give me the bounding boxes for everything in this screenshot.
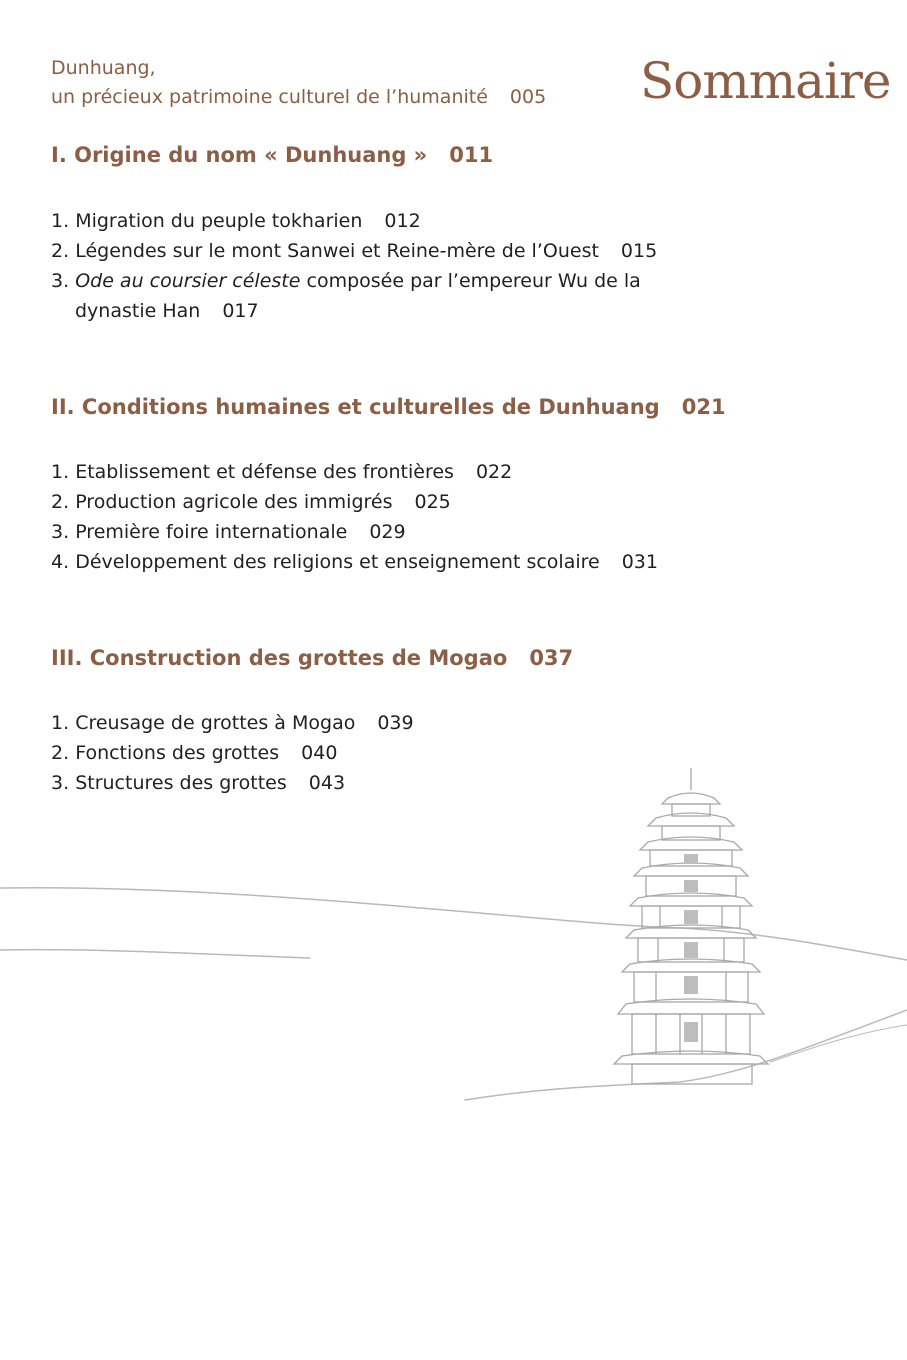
item-text: Première foire internationale bbox=[75, 521, 348, 543]
section-heading-2[interactable] bbox=[51, 395, 726, 419]
section-heading-3[interactable] bbox=[51, 646, 573, 670]
item-text: Migration du peuple tokharien bbox=[75, 210, 363, 232]
page-title: Sommaire bbox=[640, 52, 891, 110]
list-item[interactable] bbox=[51, 236, 657, 266]
item-page: 043 bbox=[308, 772, 346, 794]
item-number: 2. bbox=[51, 491, 70, 513]
item-number: 1. bbox=[51, 712, 70, 734]
item-page: 031 bbox=[621, 551, 658, 573]
item-text: Production agricole des immigrés bbox=[75, 491, 393, 513]
item-number: 1. bbox=[51, 210, 70, 232]
item-text: dynastie Han bbox=[75, 300, 201, 322]
section-page: 037 bbox=[529, 646, 574, 670]
item-page: 040 bbox=[301, 742, 338, 764]
section-heading-text: III. Construction des grottes de Mogao bbox=[51, 646, 508, 670]
list-item[interactable] bbox=[51, 457, 658, 487]
section-1-list bbox=[51, 206, 657, 326]
item-number: 4. bbox=[51, 551, 70, 573]
item-text: Creusage de grottes à Mogao bbox=[75, 712, 356, 734]
item-page: 017 bbox=[222, 300, 259, 322]
item-text: composée par l’empereur Wu de la bbox=[300, 270, 641, 292]
section-heading-text: I. Origine du nom « Dunhuang » bbox=[51, 143, 428, 167]
item-text: Etablissement et défense des frontières bbox=[75, 461, 454, 483]
section-2-list bbox=[51, 457, 658, 577]
item-number: 3. bbox=[51, 772, 70, 794]
item-page: 029 bbox=[369, 521, 406, 543]
section-page: 011 bbox=[449, 143, 494, 167]
section-page: 021 bbox=[681, 395, 726, 419]
item-number: 3. bbox=[51, 270, 70, 292]
intro-line-1: Dunhuang, bbox=[51, 57, 156, 79]
section-heading-1[interactable] bbox=[51, 143, 493, 167]
item-number: 3. bbox=[51, 521, 70, 543]
list-item[interactable] bbox=[51, 206, 657, 236]
list-item[interactable] bbox=[51, 266, 657, 296]
pagoda-landscape-illustration bbox=[0, 760, 907, 1120]
item-text: Développement des religions et enseignement scolaire bbox=[75, 551, 600, 573]
list-item[interactable] bbox=[51, 517, 658, 547]
item-text: Structures des grottes bbox=[75, 772, 287, 794]
item-number: 1. bbox=[51, 461, 70, 483]
item-page: 039 bbox=[377, 712, 414, 734]
list-item[interactable] bbox=[51, 487, 658, 517]
intro-line-2: un précieux patrimoine culturel de l’humanité bbox=[51, 86, 488, 108]
item-text: Légendes sur le mont Sanwei et Reine-mère de l’Ouest bbox=[75, 240, 599, 262]
list-item[interactable] bbox=[51, 708, 414, 738]
item-text-italic: Ode au coursier céleste bbox=[75, 270, 301, 292]
item-page: 012 bbox=[384, 210, 421, 232]
list-item[interactable] bbox=[51, 547, 658, 577]
item-number: 2. bbox=[51, 742, 70, 764]
item-page: 025 bbox=[414, 491, 451, 513]
intro-page: 005 bbox=[509, 86, 547, 108]
item-number: 2. bbox=[51, 240, 70, 262]
intro-entry[interactable] bbox=[51, 54, 546, 112]
section-heading-text: II. Conditions humaines et culturelles de Dunhuang bbox=[51, 395, 660, 419]
item-text: Fonctions des grottes bbox=[75, 742, 280, 764]
item-page: 015 bbox=[620, 240, 658, 262]
list-item-continuation[interactable] bbox=[51, 296, 657, 326]
item-page: 022 bbox=[475, 461, 513, 483]
